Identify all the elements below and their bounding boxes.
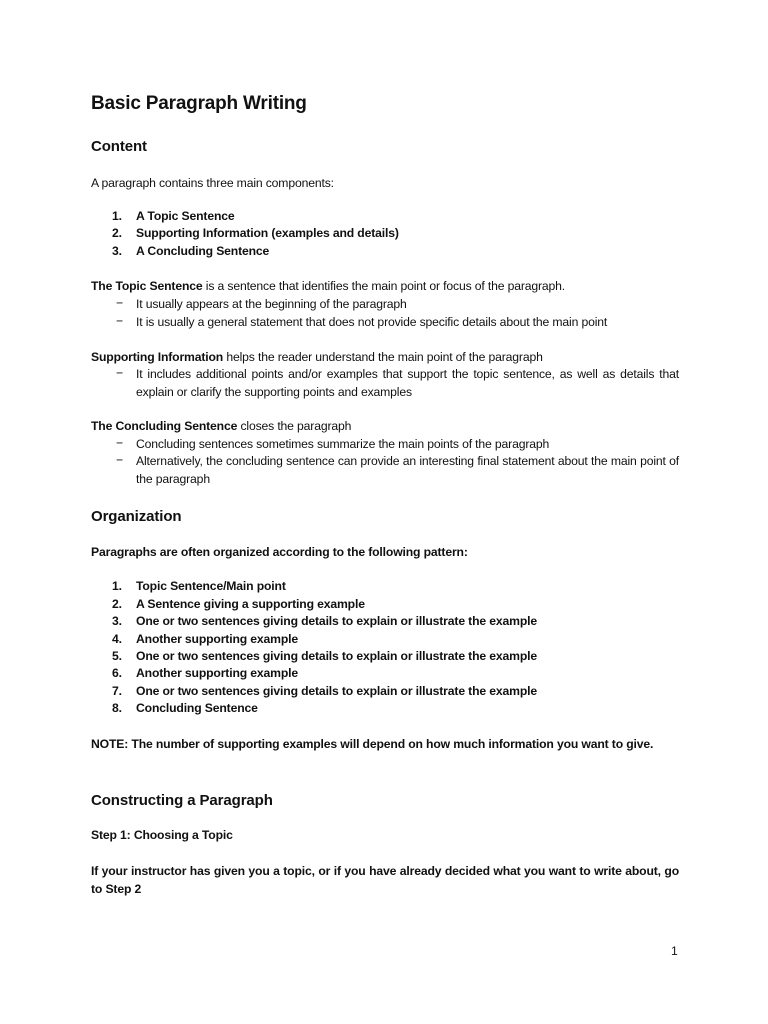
list-item: Another supporting example [136, 632, 299, 646]
section-heading-organization: Organization [91, 508, 182, 525]
bullet-text: Alternatively, the concluding sentence can provide an interesting final statement about the main point of the paragraph [136, 454, 679, 486]
organization-note: NOTE: The number of supporting examples will depend on how much information you want to give. [91, 737, 654, 751]
list-item: A Sentence giving a supporting example [136, 597, 365, 611]
section-heading-constructing: Constructing a Paragraph [91, 792, 273, 809]
list-item-number: 7. [112, 684, 122, 698]
topic-sentence-definition [91, 278, 681, 296]
page-number: 1 [671, 944, 678, 958]
list-item-number: 8. [112, 701, 122, 715]
list-item-number: 3. [112, 244, 122, 258]
step1-heading: Step 1: Choosing a Topic [91, 828, 233, 842]
supporting-info-definition [91, 349, 681, 367]
supporting-info-label: Supporting Information [91, 350, 224, 364]
dash-bullet: − [116, 314, 124, 328]
supporting-info-text: helps the reader understand the main point of the paragraph [223, 350, 543, 364]
content-intro: A paragraph contains three main components: [91, 176, 334, 190]
list-item-number: 1. [112, 209, 122, 223]
list-item: Concluding Sentence [136, 701, 258, 715]
dash-bullet: − [116, 366, 124, 380]
bullet-text: It is usually a general statement that does not provide specific details about the main point [136, 315, 608, 329]
bullet-text: It usually appears at the beginning of the paragraph [136, 297, 407, 311]
dash-bullet: − [116, 436, 124, 450]
list-item: Supporting Information (examples and details) [136, 226, 399, 240]
bullet-text: Concluding sentences sometimes summarize the main points of the paragraph [136, 437, 550, 451]
list-item-number: 2. [112, 226, 122, 240]
dash-bullet: − [116, 453, 124, 467]
bullet-text: It includes additional points and/or examples that support the topic sentence, as well as details that explain or clarify the supporting points and examples [136, 367, 679, 399]
list-item: One or two sentences giving details to explain or illustrate the example [136, 649, 537, 663]
section-heading-content: Content [91, 138, 147, 155]
concluding-sentence-label: The Concluding Sentence [91, 419, 238, 433]
list-item: One or two sentences giving details to explain or illustrate the example [136, 614, 537, 628]
list-item: One or two sentences giving details to explain or illustrate the example [136, 684, 537, 698]
list-item-number: 3. [112, 614, 122, 628]
concluding-sentence-text: closes the paragraph [237, 419, 352, 433]
topic-sentence-label: The Topic Sentence [91, 279, 203, 293]
list-item-number: 1. [112, 579, 122, 593]
list-item-number: 4. [112, 632, 122, 646]
page-title: Basic Paragraph Writing [91, 93, 307, 114]
list-item: Another supporting example [136, 666, 299, 680]
concluding-sentence-definition [91, 418, 681, 436]
dash-bullet: − [116, 296, 124, 310]
list-item: A Topic Sentence [136, 209, 235, 223]
organization-intro: Paragraphs are often organized according to the following pattern: [91, 545, 468, 559]
list-item-number: 2. [112, 597, 122, 611]
list-item: A Concluding Sentence [136, 244, 270, 258]
list-item-number: 6. [112, 666, 122, 680]
step1-text: If your instructor has given you a topic, or if you have already decided what you want to write about, go to Step 2 [91, 864, 679, 896]
topic-sentence-text: is a sentence that identifies the main point or focus of the paragraph. [202, 279, 566, 293]
list-item: Topic Sentence/Main point [136, 579, 286, 593]
list-item-number: 5. [112, 649, 122, 663]
